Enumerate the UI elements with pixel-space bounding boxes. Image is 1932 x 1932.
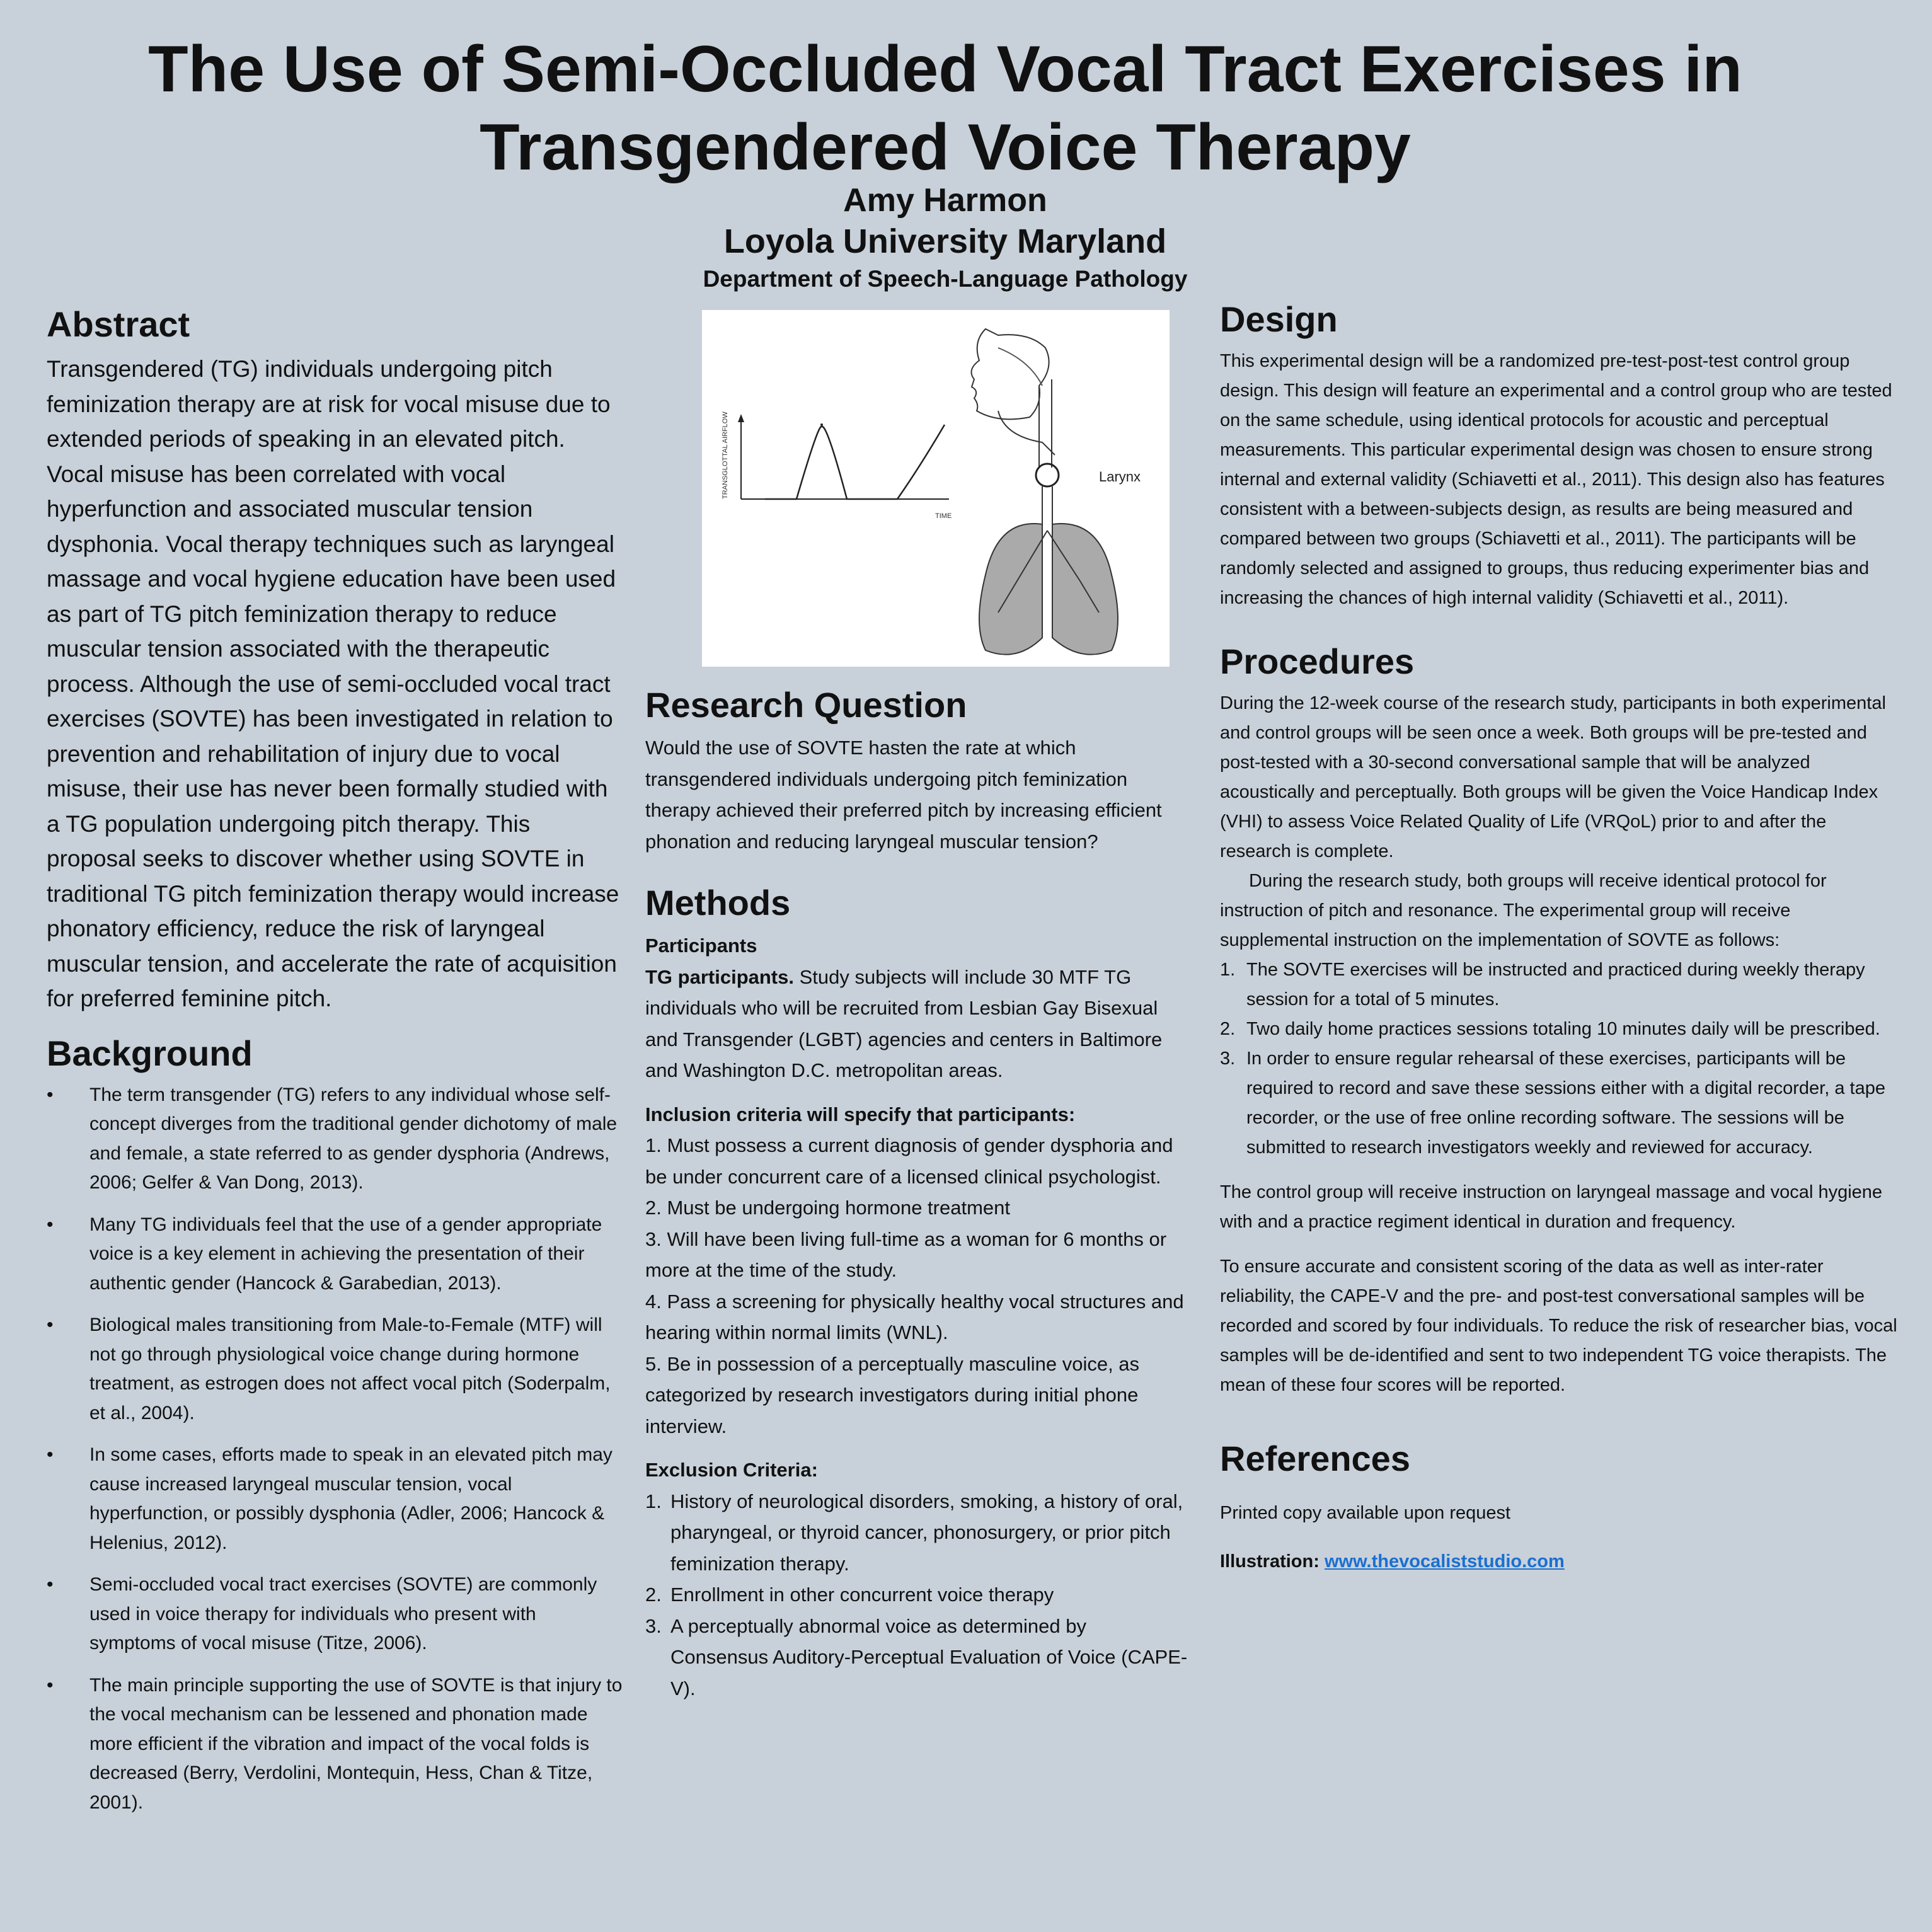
exclusion-heading: Exclusion Criteria: (645, 1459, 818, 1481)
methods-heading: Methods (645, 883, 791, 923)
procedures-heading: Procedures (1220, 641, 1415, 681)
references-heading: References (1220, 1439, 1410, 1478)
illustration-link[interactable]: www.thevocaliststudio.com (1324, 1551, 1565, 1572)
methods-section (645, 882, 1188, 1704)
illustration-credit (1220, 1547, 1900, 1577)
procedures-paragraph-1: During the 12-week course of the research study, participants in both experimental and control groups will be seen once a week. Both groups will be pre-tested and post-tested with a 30-second conversational sample that will be analyzed acoustically and perceptually. Both groups will be given the Voice Handicap Index (VHI) to assess Voice Related Quality of Life (VRQoL) prior to and after the research is complete. (1220, 693, 1886, 861)
poster-title (0, 30, 1890, 187)
list-item: • Many TG individuals feel that the use of a gender appropriate voice is a key element in achieving the presentation of their authentic gender (Hancock & Garabedian, 2013). (47, 1210, 624, 1299)
design-heading: Design (1220, 299, 1338, 339)
inclusion-list (645, 1130, 1188, 1442)
tg-participants-text: Study subjects will include 30 MTF TG individuals who will be recruited from Lesbian Gay Bisexual and Transgender (LGBT) agencies and centers in Baltimore and Washington D.C. metropolitan areas. (645, 965, 1163, 1081)
research-question-text: Would the use of SOVTE hasten the rate at which transgendered individuals undergoing pitch feminization therapy achieved their preferred pitch by increasing efficient phonation and reducing laryngeal muscular tension? (645, 737, 1162, 853)
list-item: • Semi-occluded vocal tract exercises (SOVTE) are commonly used in voice therapy for individuals who present with symptoms of vocal misuse (Titze, 2006). (47, 1570, 624, 1659)
item-text: History of neurological disorders, smoking, a history of oral, pharyngeal, or thyroid cancer, phonosurgery, or prior pitch feminization therapy. (670, 1490, 1183, 1575)
larynx-label: Larynx (1099, 469, 1141, 485)
background-list (47, 1081, 624, 1818)
procedures-section (1220, 641, 1900, 1400)
item-number: 1. (1220, 960, 1236, 980)
tg-participants-paragraph (645, 962, 1188, 1086)
affiliation: Loyola University Maryland (723, 222, 1167, 260)
author-name: Amy Harmon (843, 182, 1047, 219)
list-item (1220, 1044, 1900, 1163)
list-item: • Biological males transitioning from Male-to-Female (MTF) will not go through physiological voice change during hormone treatment, as estrogen does not affect vocal pitch (Soderpalm, et al., 2004). (47, 1311, 624, 1428)
list-item: 4. Pass a screening for physically healthy vocal structures and hearing within normal limits (WNL). (645, 1290, 1184, 1343)
y-axis-label: TRANSGLOTTAL AIRFLOW (722, 411, 729, 499)
design-text: This experimental design will be a randomized pre-test-post-test control group design. This design will feature an experimental and a control group who are tested on the same schedule, using identical protocols for acoustic and perceptual measurements. This particular experimental design was chosen to ensure strong internal and external validity (Schiavetti et al., 2011). This design also has features consistent with a between-subjects design, as results are being measured and compared between two groups (Schiavetti et al., 2011). The participants will be randomly selected and assigned to groups, thus reducing experimenter bias and increasing the chances of high internal validity (Schiavetti et al., 2011). (1220, 351, 1892, 608)
procedures-paragraph-3: The control group will receive instruction on laryngeal massage and vocal hygiene with and a practice regiment identical in duration and frequency. (1220, 1182, 1883, 1232)
participants-subheading: Participants (645, 934, 757, 957)
research-question-heading: Research Question (645, 685, 967, 725)
x-axis-label: TIME (935, 512, 952, 520)
middle-column (645, 310, 1188, 1704)
item-number: 1. (645, 1490, 662, 1512)
list-item (1220, 1015, 1900, 1044)
item-number: 2. (1220, 1019, 1236, 1039)
list-item: 3. Will have been living full-time as a woman for 6 months or more at the time of the study. (645, 1228, 1167, 1281)
exclusion-list (645, 1486, 1188, 1705)
item-text: A perceptually abnormal voice as determined by Consensus Auditory-Perceptual Evaluation of Voice (CAPE-V). (670, 1614, 1188, 1699)
list-item (645, 1486, 1188, 1580)
left-column (47, 304, 624, 1830)
abstract-heading: Abstract (47, 304, 190, 344)
list-item: 5. Be in possession of a perceptually masculine voice, as categorized by research investigators during initial phone interview. (645, 1352, 1140, 1437)
abstract-section (47, 304, 624, 1016)
item-number: 2. (645, 1584, 662, 1606)
department: Department of Speech-Language Pathology (703, 266, 1188, 292)
list-item (1220, 955, 1900, 1015)
list-item: 1. Must possess a current diagnosis of gender dysphoria and be under concurrent care of a licensed clinical psychologist. (645, 1134, 1173, 1188)
item-text: Two daily home practices sessions totaling 10 minutes daily will be prescribed. (1246, 1019, 1880, 1039)
design-section (1220, 299, 1900, 613)
research-question-section (645, 684, 1188, 857)
list-item: • The main principle supporting the use of SOVTE is that injury to the vocal mechanism can be lessened and phonation made more efficient if the vibration and impact of the vocal folds is decreased (Berry, Verdolini, Montequin, Hess, Chan & Titze, 2001). (47, 1671, 624, 1818)
list-item: • In some cases, efforts made to speak in an elevated pitch may cause increased laryngeal muscular tension, vocal hyperfunction, or possibly dysphonia (Adler, 2006; Hancock & Helenius, 2012). (47, 1440, 624, 1558)
item-text: In order to ensure regular rehearsal of these exercises, participants will be required to record and save these sessions either with a digital recorder, a tape recorder, or the use of free online recording software. The sessions will be submitted to research investigators weekly and reviewed for accuracy. (1246, 1049, 1885, 1158)
abstract-text: Transgendered (TG) individuals undergoing pitch feminization therapy are at risk for vocal misuse due to extended periods of speaking in an elevated pitch. Vocal misuse has been correlated with vocal hyperfunction and associated muscular tension dysphonia. Vocal therapy techniques such as laryngeal massage and vocal hygiene education have been used as part of TG pitch feminization therapy to reduce muscular tension associated with the therapeutic process. Although the use of semi-occluded vocal tract exercises (SOVTE) has been investigated in relation to prevention and rehabilitation of injury due to vocal misuse, their use has never been formally studied with a TG population undergoing pitch therapy. This proposal seeks to discover whether using SOVTE in traditional TG pitch feminization therapy would increase phonatory efficiency, reduce the risk of laryngeal muscular tension, and accelerate the rate of acquisition for preferred feminine pitch. (47, 356, 619, 1011)
inclusion-heading: Inclusion criteria will specify that participants: (645, 1103, 1076, 1125)
list-item: 2. Must be undergoing hormone treatment (645, 1197, 1011, 1219)
procedures-steps (1220, 955, 1900, 1163)
illustration-label: Illustration: (1220, 1551, 1320, 1572)
background-heading: Background (47, 1033, 253, 1073)
item-number: 3. (1220, 1049, 1236, 1069)
tg-participants-label: TG participants. (645, 965, 794, 988)
list-item (645, 1579, 1188, 1611)
airflow-larynx-illustration (702, 310, 1170, 667)
references-section (1220, 1438, 1900, 1577)
references-text: Printed copy available upon request (1220, 1503, 1511, 1523)
right-column (1220, 299, 1900, 1577)
title-line-2: Transgendered Voice Therapy (480, 111, 1411, 184)
procedures-paragraph-2: During the research study, both groups will receive identical protocol for instruction of pitch and resonance. The experimental group will receive supplemental instruction on the implementation of SOVTE as follows: (1220, 871, 1827, 950)
item-number: 3. (645, 1614, 662, 1637)
item-text: The SOVTE exercises will be instructed and practiced during weekly therapy session for a total of 5 minutes. (1246, 960, 1865, 1009)
procedures-paragraph-4: To ensure accurate and consistent scoring of the data as well as inter-rater reliability, the CAPE-V and the pre- and post-test conversational samples will be recorded and scored by four individuals. To reduce the risk of researcher bias, vocal samples will be de-identified and sent to two independent TG voice therapists. The mean of these four scores will be reported. (1220, 1256, 1897, 1395)
item-text: Enrollment in other concurrent voice therapy (670, 1584, 1054, 1606)
list-item: • The term transgender (TG) refers to any individual whose self-concept diverges from the traditional gender dichotomy of male and female, a state referred to as gender dysphoria (Andrews, 2006; Gelfer & Van Dong, 2013). (47, 1081, 624, 1198)
title-line-1: The Use of Semi-Occluded Vocal Tract Exercises in (148, 33, 1742, 106)
illustration-svg (702, 310, 1170, 667)
background-section (47, 1033, 624, 1818)
list-item (645, 1611, 1188, 1705)
